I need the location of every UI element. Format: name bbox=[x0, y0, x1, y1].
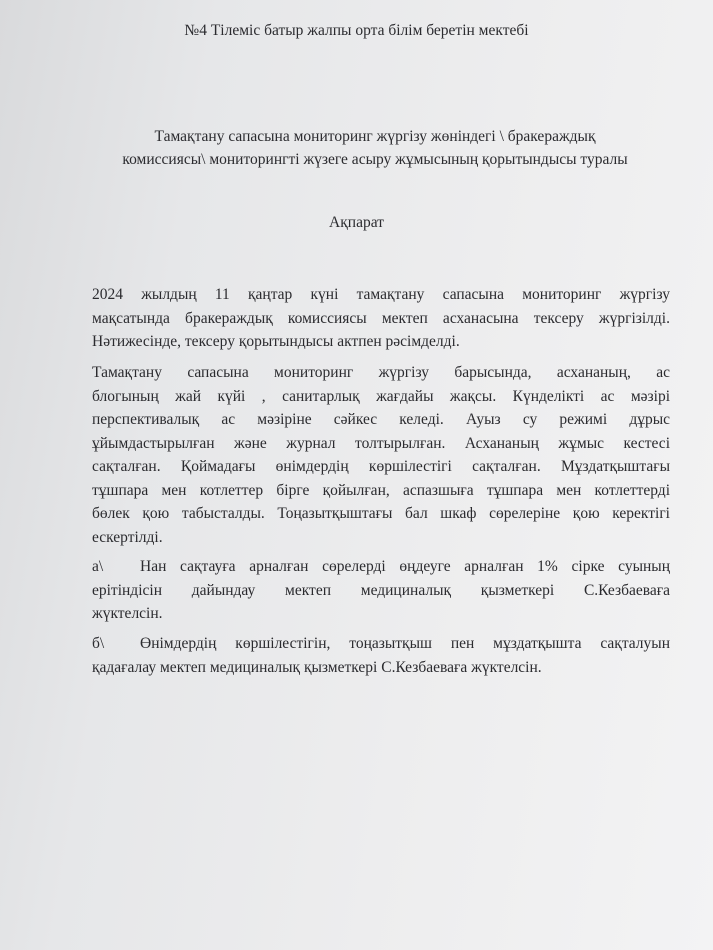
text-line: Нәтижесінде, тексеру қорытындысы актпен рәсімделді. bbox=[92, 333, 460, 350]
text-line: сақталған. Қоймадағы өнімдердің көршілестігі сақталған. Мұздатқыштағы bbox=[92, 458, 670, 475]
item-b bbox=[92, 632, 670, 679]
text-line: ұйымдастырылған және журнал толтырылған. Асхананың жұмыс кестесі bbox=[92, 434, 670, 452]
item-a bbox=[92, 555, 670, 626]
text-line: ерітіндісін дайындау мектеп медициналық қызметкері С.Кезбаеваға bbox=[92, 581, 670, 599]
text-line: бөлек қою табысталды. Тоңазытқыштағы бал шкаф сөрелеріне қою керектігі bbox=[92, 505, 670, 522]
item-a-marker: а\ bbox=[92, 558, 104, 575]
title-line-2: комиссиясы\ мониторингті жүзеге асыру жұмысының қорытындысы туралы bbox=[122, 151, 628, 168]
text-line bbox=[92, 555, 670, 579]
text-line: 2024 жылдың 11 қаңтар күні тамақтану сапасына мониторинг жүргізу bbox=[92, 286, 670, 303]
document-heading: Ақпарат bbox=[329, 214, 384, 231]
text-line: жүктелсін. bbox=[92, 605, 163, 622]
paragraph-findings bbox=[92, 361, 670, 549]
paragraph-inspection bbox=[92, 283, 670, 354]
document-title bbox=[80, 125, 670, 171]
title-line-1: Тамақтану сапасына мониторинг жүргізу жөніндегі \ бракераждық bbox=[154, 128, 596, 145]
text-line: ескертілді. bbox=[92, 528, 163, 546]
item-a-text: Нан сақтауға арналған сөрелерді өңдеуге арналған 1% сірке суының bbox=[140, 558, 670, 575]
item-b-marker: б\ bbox=[92, 635, 105, 652]
item-b-text: Өнімдердің көршілестігін, тоңазытқыш пен мұздатқышта сақталуын bbox=[140, 635, 670, 652]
text-line: перспективалық ас мәзіріне сәйкес келеді. Ауыз су режимі дұрыс bbox=[92, 411, 670, 428]
text-line: блогының жай күйі , санитарлық жағдайы жақсы. Күнделікті ас мәзірі bbox=[92, 387, 670, 405]
school-name: №4 Тілеміс батыр жалпы орта білім беретін мектебі bbox=[184, 22, 529, 39]
text-line: тұшпара мен котлеттер бірге қойылған, аспазшыға тұшпара мен котлеттерді bbox=[92, 481, 670, 499]
text-line: Тамақтану сапасына мониторинг жүргізу барысында, асхананың, ас bbox=[92, 364, 670, 381]
text-line bbox=[92, 632, 670, 656]
text-line: қадағалау мектеп медициналық қызметкері С.Кезбаеваға жүктелсін. bbox=[92, 658, 542, 676]
text-line: мақсатында бракераждық комиссиясы мектеп асханасына тексеру жүргізілді. bbox=[92, 309, 670, 327]
